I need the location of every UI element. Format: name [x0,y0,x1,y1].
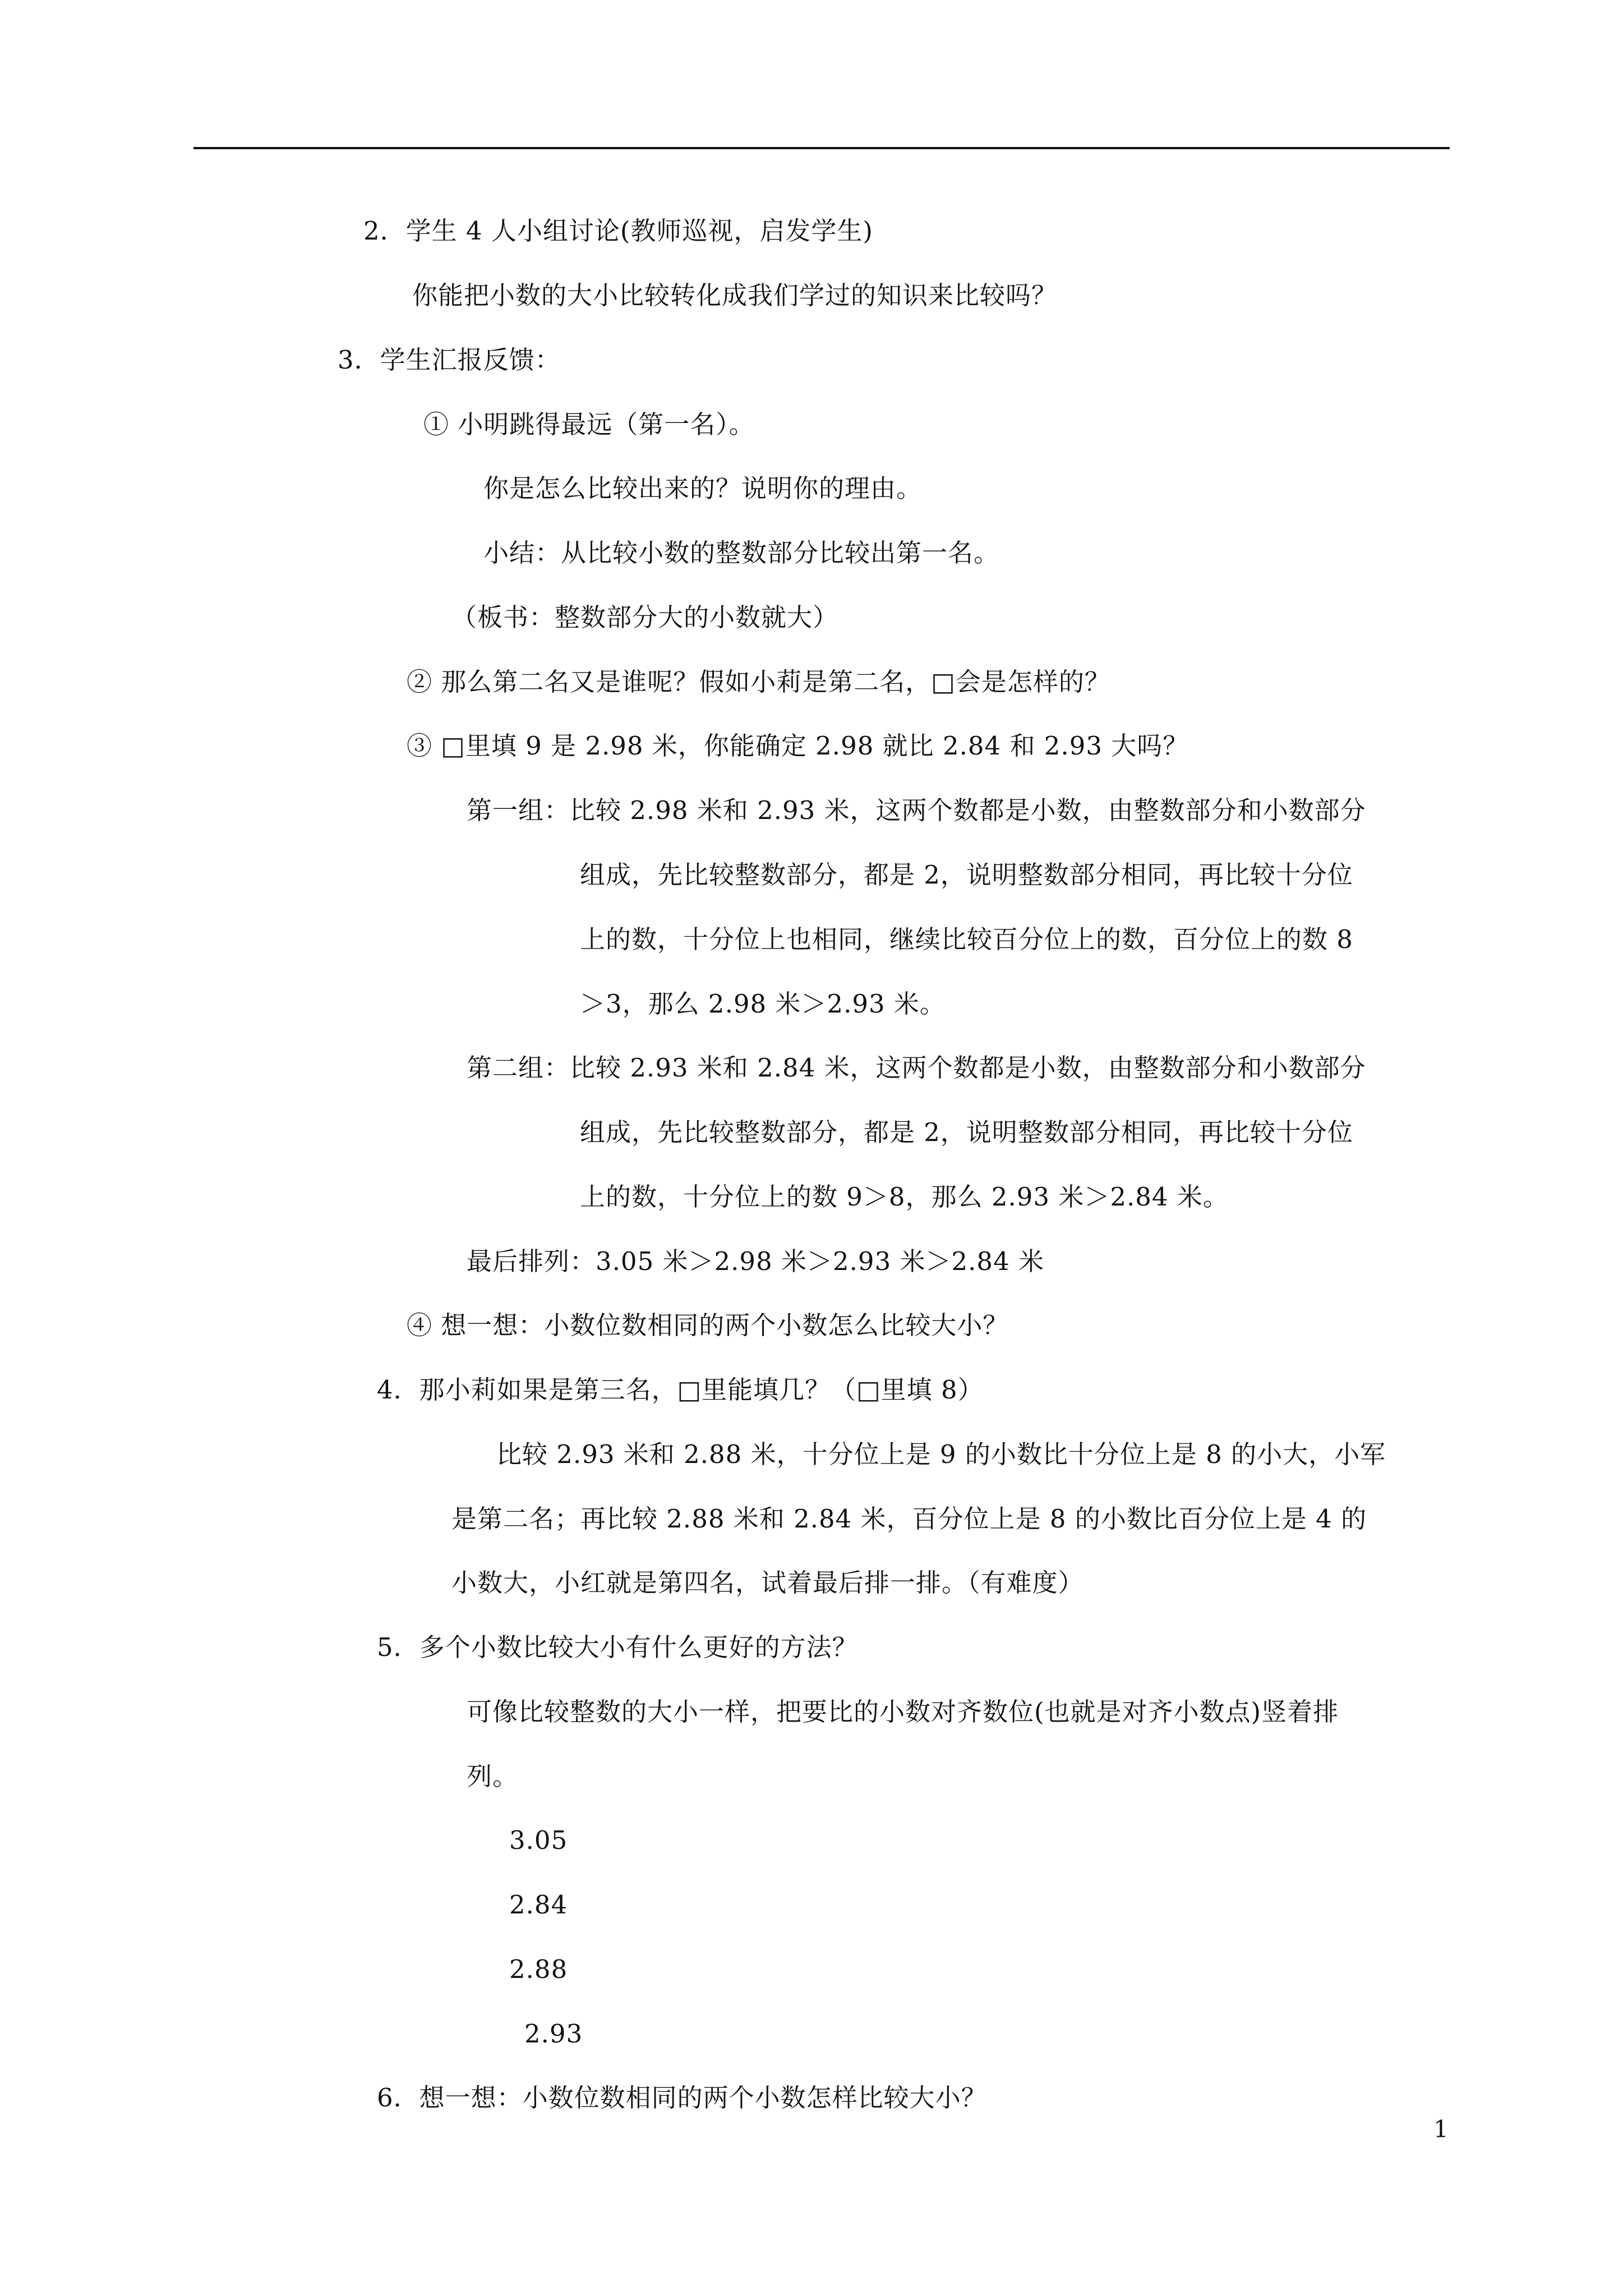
step-2-heading: 2．学生 4 人小组讨论(教师巡视，启发学生) [363,216,873,246]
discussion-question: 你能把小数的大小比较转化成我们学过的知识来比较吗？ [412,280,1058,310]
step-4-text-line-3: 小数大，小红就是第四名，试着最后排一排。（有难度） [451,1568,1084,1598]
point-2: ② 那么第二名又是谁呢？假如小莉是第二名，□会是怎样的？ [407,667,1110,697]
step-4-text-line-1: 比较 2.93 米和 2.88 米，十分位上是 9 的小数比十分位上是 8 的小大，小军 [496,1439,1386,1469]
step-4-heading: 4．那小莉如果是第三名，□里能填几？（□里填 8） [377,1375,984,1405]
point-4: ④ 想一想：小数位数相同的两个小数怎么比较大小？ [407,1310,1009,1340]
group-1-line-3: 上的数，十分位上也相同，继续比较百分位上的数，百分位上的数 8 [580,924,1353,954]
step-5-heading: 5．多个小数比较大小有什么更好的方法？ [377,1632,858,1662]
blackboard-note: （板书：整数部分大的小数就大） [451,602,839,632]
step-6-heading: 6．想一想：小数位数相同的两个小数怎样比较大小？ [377,2083,987,2113]
number-2-93: 2.93 [524,2019,583,2049]
final-ranking: 最后排列：3.05 米＞2.98 米＞2.93 米＞2.84 米 [467,1246,1044,1276]
group-1-line-2: 组成，先比较整数部分，都是 2，说明整数部分相同，再比较十分位 [580,860,1353,890]
step-4-text-line-2: 是第二名；再比较 2.88 米和 2.84 米，百分位上是 8 的小数比百分位上是 4 的 [451,1504,1367,1534]
number-2-84: 2.84 [509,1890,568,1920]
group-2-line-2: 组成，先比较整数部分，都是 2，说明整数部分相同，再比较十分位 [580,1117,1353,1147]
group-2-line-3: 上的数，十分位上的数 9＞8，那么 2.93 米＞2.84 米。 [580,1182,1229,1212]
group-1-line-1: 第一组：比较 2.98 米和 2.93 米，这两个数都是小数，由整数部分和小数部分 [467,795,1366,825]
step-5-text-line-1: 可像比较整数的大小一样，把要比的小数对齐数位(也就是对齐小数点)竖着排 [467,1697,1339,1727]
point-3: ③ □里填 9 是 2.98 米，你能确定 2.98 就比 2.84 和 2.93 大吗？ [407,731,1189,761]
point-1-question: 你是怎么比较出来的？说明你的理由。 [483,473,923,503]
point-1-summary: 小结：从比较小数的整数部分比较出第一名。 [483,538,1000,568]
number-3-05: 3.05 [509,1825,568,1855]
step-5-text-line-2: 列。 [467,1761,519,1791]
header-rule [193,147,1450,149]
step-3-heading: 3．学生汇报反馈： [338,345,561,375]
page-number: 1 [1433,2115,1449,2143]
group-1-line-4: ＞3，那么 2.98 米＞2.93 米。 [580,989,946,1019]
point-1: ① 小明跳得最远（第一名）。 [423,409,755,439]
group-2-line-1: 第二组：比较 2.93 米和 2.84 米，这两个数都是小数，由整数部分和小数部分 [467,1053,1366,1083]
number-2-88: 2.88 [509,1954,568,1984]
